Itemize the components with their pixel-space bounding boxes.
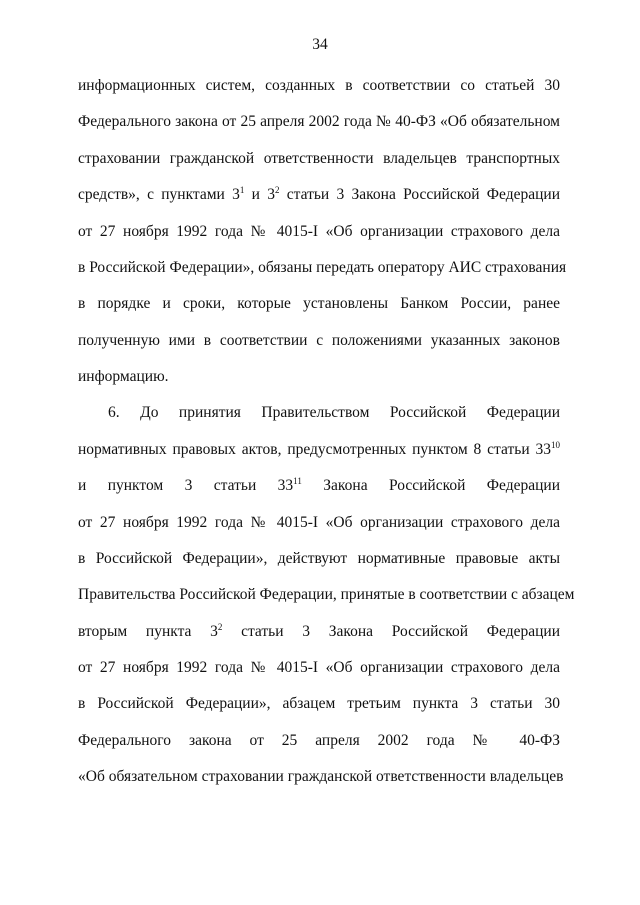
text-line: в порядке и сроки, которые установлены Банком России, ранее: [78, 295, 560, 312]
text-segment: нормативных правовых актов, предусмотренных пунктом 8 статьи 33: [78, 441, 551, 458]
text-line: от 27 ноября 1992 года № 4015-I «Об организации страхового дела: [78, 514, 560, 531]
text-segment: вторым пункта 3: [78, 623, 218, 640]
page-number: 34: [312, 36, 328, 53]
text-segment: статьи 3 Закона Российской Федерации: [222, 623, 560, 640]
text-segment: и 3: [244, 186, 275, 203]
text-line: [78, 476, 560, 496]
superscript: 2: [274, 185, 280, 195]
text-line: Федерального закона от 25 апреля 2002 года № 40-ФЗ: [78, 732, 560, 749]
text-line: от 27 ноября 1992 года № 4015-I «Об организации страхового дела: [78, 223, 560, 240]
text-line: информацию.: [78, 368, 169, 385]
text-segment: средств», с пунктами 3: [78, 186, 240, 203]
text-segment: статьи 3 Закона Российской Федерации: [279, 186, 560, 203]
superscript: 11: [293, 476, 302, 486]
text-segment: Закона Российской Федерации: [301, 477, 560, 494]
text-line: Правительства Российской Федерации, принятые в соответствии с абзацем: [78, 586, 575, 603]
text-line: от 27 ноября 1992 года № 4015-I «Об организации страхового дела: [78, 659, 560, 676]
text-line: страховании гражданской ответственности владельцев транспортных: [78, 150, 560, 167]
text-line: «Об обязательном страховании гражданской ответственности владельцев: [78, 768, 564, 785]
text-segment: и пунктом 3 статьи 33: [78, 477, 294, 494]
text-line: Федерального закона от 25 апреля 2002 года № 40-ФЗ «Об обязательном: [78, 113, 560, 130]
superscript: 2: [217, 622, 223, 632]
text-line: полученную ими в соответствии с положениями указанных законов: [78, 332, 560, 349]
text-line: в Российской Федерации», абзацем третьим пункта 3 статьи 30: [78, 695, 560, 712]
superscript: 10: [551, 440, 560, 450]
text-line: [78, 185, 560, 205]
text-line: [78, 440, 560, 460]
paragraph-first-line: 6. До принятия Правительством Российской Федерации: [108, 404, 560, 421]
text-line: в Российской Федерации», обязаны передать оператору АИС страхования: [78, 259, 567, 276]
text-line: в Российской Федерации», действуют нормативные правовые акты: [78, 550, 560, 567]
text-line: [78, 622, 560, 642]
superscript: 1: [239, 185, 245, 195]
text-line: информационных систем, созданных в соответствии со статьей 30: [78, 77, 560, 94]
